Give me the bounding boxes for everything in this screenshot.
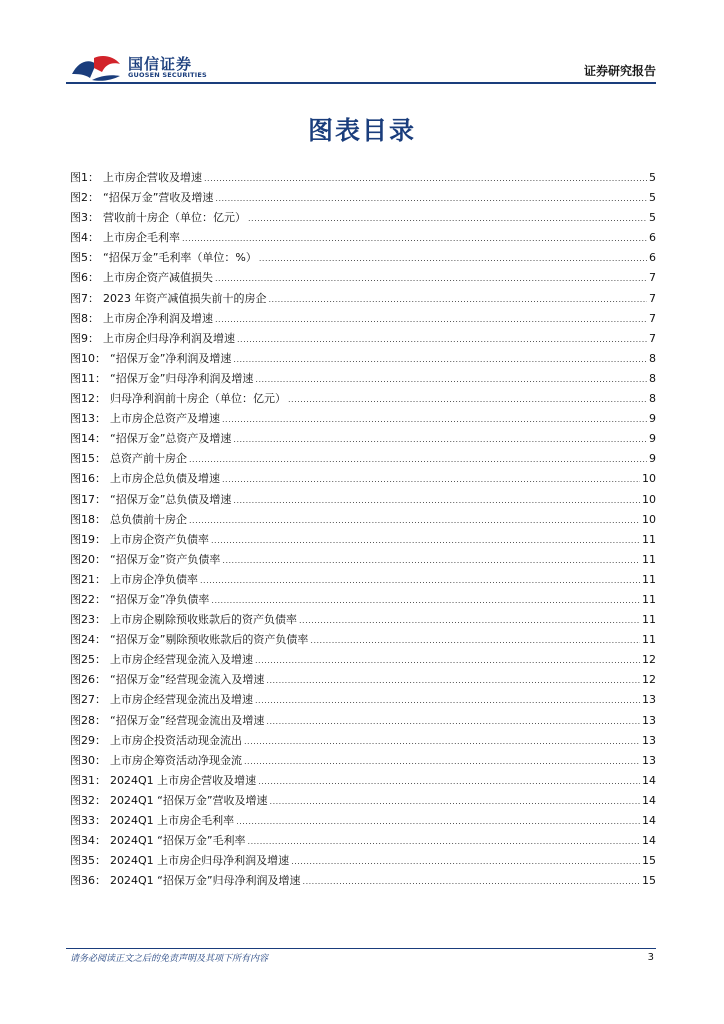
toc-entry-separator: ： bbox=[95, 472, 106, 486]
toc-entry-page: 9 bbox=[649, 432, 656, 446]
toc-dot-leader bbox=[211, 531, 640, 551]
toc-entry-separator: ： bbox=[95, 452, 106, 466]
toc-dot-leader bbox=[288, 390, 647, 410]
toc-entry-separator: ： bbox=[88, 191, 99, 205]
toc-entry-title: 上市房企营收及增速 bbox=[103, 171, 202, 184]
toc-entry-page: 7 bbox=[649, 291, 656, 305]
toc-entry-label: 图14 bbox=[70, 432, 95, 446]
toc-dot-leader bbox=[248, 832, 640, 852]
toc-entry-title: 2024Q1 上市房企归母净利润及增速 bbox=[110, 854, 290, 868]
toc-entry-label: 图32 bbox=[70, 793, 95, 807]
toc-entry-label: 图26 bbox=[70, 673, 95, 687]
toc-entry-title: “招保万金”归母净利润及增速 bbox=[110, 371, 254, 385]
toc-entry[interactable] bbox=[70, 831, 656, 851]
toc-entry-separator: ： bbox=[95, 693, 106, 707]
toc-entry-separator: ： bbox=[95, 814, 106, 827]
toc-entry-separator: ： bbox=[95, 834, 106, 848]
toc-entry-page: 7 bbox=[649, 271, 656, 285]
toc-entry-title: 上市房企经营现金流出及增速 bbox=[110, 693, 253, 707]
toc-entry[interactable] bbox=[70, 690, 656, 710]
toc-entry-page: 8 bbox=[649, 371, 656, 385]
toc-entry[interactable] bbox=[70, 751, 656, 771]
toc-entry[interactable] bbox=[70, 650, 656, 670]
toc-entry-separator: ： bbox=[95, 653, 106, 667]
toc-entry[interactable] bbox=[70, 289, 656, 309]
toc-entry-separator: ： bbox=[95, 392, 106, 406]
toc-dot-leader bbox=[204, 169, 647, 189]
logo-english-name: GUOSEN SECURITIES bbox=[128, 71, 207, 79]
toc-entry-page: 11 bbox=[642, 592, 656, 606]
guosen-logo-icon bbox=[70, 54, 122, 82]
toc-entry-page: 8 bbox=[649, 351, 656, 365]
toc-entry-label: 图33 bbox=[70, 814, 95, 827]
toc-entry-page: 11 bbox=[642, 613, 656, 627]
toc-dot-leader bbox=[233, 491, 640, 511]
toc-entry[interactable] bbox=[70, 268, 656, 288]
toc-entry-page: 6 bbox=[649, 251, 656, 265]
toc-entry-label: 图7 bbox=[70, 291, 88, 305]
toc-entry[interactable] bbox=[70, 530, 656, 550]
toc-entry-title: “招保万金”毛利率（单位：%） bbox=[103, 251, 257, 265]
toc-entry-label: 图16 bbox=[70, 472, 95, 486]
toc-entry-separator: ： bbox=[88, 311, 99, 325]
toc-entry-title: “招保万金”净利润及增速 bbox=[110, 351, 232, 365]
toc-entry-page: 13 bbox=[642, 693, 656, 707]
page-header bbox=[70, 52, 656, 84]
toc-entry[interactable] bbox=[70, 329, 656, 349]
toc-dot-leader bbox=[259, 249, 647, 269]
toc-entry-title: “招保万金”净负债率 bbox=[110, 592, 210, 606]
toc-entry-label: 图22 bbox=[70, 592, 95, 606]
toc-entry[interactable] bbox=[70, 871, 656, 891]
toc-entry-separator: ： bbox=[88, 171, 99, 184]
toc-entry-title: 上市房企筹资活动净现金流 bbox=[110, 753, 242, 767]
toc-entry-title: 2024Q1 上市房企毛利率 bbox=[110, 814, 235, 827]
toc-entry-title: 归母净利润前十房企（单位：亿元） bbox=[110, 392, 286, 406]
toc-entry[interactable] bbox=[70, 309, 656, 329]
toc-entry-page: 12 bbox=[642, 653, 656, 667]
toc-entry-label: 图1 bbox=[70, 171, 88, 184]
toc-dot-leader bbox=[211, 591, 640, 611]
toc-entry-separator: ： bbox=[95, 753, 106, 767]
toc-entry[interactable] bbox=[70, 369, 656, 389]
toc-entry-title: 上市房企投资活动现金流出 bbox=[110, 733, 242, 747]
toc-entry-page: 11 bbox=[642, 633, 656, 647]
toc-dot-leader bbox=[233, 430, 647, 450]
toc-entry-page: 13 bbox=[642, 753, 656, 767]
toc-entry-page: 15 bbox=[642, 854, 656, 868]
toc-entry-title: 上市房企总资产及增速 bbox=[110, 412, 220, 426]
toc-entry-separator: ： bbox=[88, 251, 99, 265]
toc-entry-page: 7 bbox=[649, 331, 656, 345]
toc-entry-title: “招保万金”资产负债率 bbox=[110, 552, 221, 566]
toc-entry-page: 5 bbox=[649, 171, 656, 184]
toc-entry-title: “招保万金”总资产及增速 bbox=[110, 432, 232, 446]
toc-dot-leader bbox=[222, 470, 640, 490]
toc-entry-label: 图30 bbox=[70, 753, 95, 767]
toc-entry-title: 总负债前十房企 bbox=[110, 512, 187, 526]
toc-entry-title: 上市房企资产负债率 bbox=[110, 532, 209, 546]
toc-entry[interactable] bbox=[70, 429, 656, 449]
toc-entry-label: 图6 bbox=[70, 271, 88, 285]
toc-entry[interactable] bbox=[70, 550, 656, 570]
toc-dot-leader bbox=[310, 631, 640, 651]
toc-dot-leader bbox=[222, 551, 640, 571]
toc-dot-leader bbox=[215, 310, 647, 330]
toc-entry[interactable] bbox=[70, 389, 656, 409]
toc-entry-separator: ： bbox=[95, 874, 106, 888]
toc-entry-label: 图11 bbox=[70, 371, 95, 385]
toc-entry[interactable] bbox=[70, 248, 656, 268]
toc-entry-separator: ： bbox=[88, 271, 99, 285]
toc-entry[interactable] bbox=[70, 188, 656, 208]
toc-entry-label: 图29 bbox=[70, 733, 95, 747]
toc-entry-title: “招保万金”经营现金流出及增速 bbox=[110, 713, 265, 727]
toc-entry-label: 图15 bbox=[70, 452, 95, 466]
toc-dot-leader bbox=[258, 772, 640, 792]
toc-entry-page: 10 bbox=[642, 512, 656, 526]
disclaimer-text: 请务必阅读正文之后的免责声明及其项下所有内容 bbox=[70, 954, 269, 964]
footer-divider bbox=[66, 948, 656, 949]
toc-dot-leader bbox=[215, 269, 647, 289]
toc-dot-leader bbox=[255, 691, 640, 711]
toc-entry-title: 2024Q1 “招保万金”毛利率 bbox=[110, 834, 246, 848]
toc-entry-page: 11 bbox=[642, 532, 656, 546]
toc-dot-leader bbox=[222, 410, 647, 430]
toc-entry-title: 2023 年资产减值损失前十的房企 bbox=[103, 291, 267, 305]
toc-entry-title: 上市房企经营现金流入及增速 bbox=[110, 653, 253, 667]
toc-entry-separator: ： bbox=[95, 512, 106, 526]
toc-entry-separator: ： bbox=[88, 231, 99, 245]
toc-dot-leader bbox=[189, 511, 640, 531]
toc-entry-separator: ： bbox=[95, 351, 106, 365]
toc-entry-label: 图8 bbox=[70, 311, 88, 325]
toc-entry-page: 14 bbox=[642, 773, 656, 787]
toc-entry-label: 图21 bbox=[70, 572, 95, 586]
toc-dot-leader bbox=[299, 611, 640, 631]
toc-dot-leader bbox=[266, 671, 640, 691]
toc-entry-separator: ： bbox=[95, 854, 106, 868]
toc-entry-page: 14 bbox=[642, 834, 656, 848]
toc-entry[interactable] bbox=[70, 851, 656, 871]
toc-entry-label: 图31 bbox=[70, 773, 95, 787]
toc-entry-title: 总资产前十房企 bbox=[110, 452, 187, 466]
toc-entry-page: 14 bbox=[642, 793, 656, 807]
toc-entry-separator: ： bbox=[95, 592, 106, 606]
toc-entry-title: 2024Q1 上市房企营收及增速 bbox=[110, 773, 257, 787]
page-title: 图表目录 bbox=[307, 116, 416, 145]
toc-entry-title: 2024Q1 “招保万金”营收及增速 bbox=[110, 793, 268, 807]
toc-entry-title: 上市房企净负债率 bbox=[110, 572, 198, 586]
toc-dot-leader bbox=[270, 792, 640, 812]
toc-entry-separator: ： bbox=[95, 572, 106, 586]
toc-dot-leader bbox=[244, 732, 640, 752]
toc-dot-leader bbox=[200, 571, 640, 591]
toc-entry-label: 图23 bbox=[70, 613, 95, 627]
toc-entry-title: 营收前十房企（单位：亿元） bbox=[103, 211, 246, 225]
toc-entry-page: 6 bbox=[649, 231, 656, 245]
toc-entry-page: 5 bbox=[649, 191, 656, 205]
figure-table-of-contents bbox=[70, 168, 656, 891]
toc-entry-label: 图9 bbox=[70, 331, 88, 345]
toc-dot-leader bbox=[189, 450, 647, 470]
toc-entry[interactable] bbox=[70, 228, 656, 248]
toc-dot-leader bbox=[215, 189, 647, 209]
toc-entry-title: 上市房企剔除预收账款后的资产负债率 bbox=[110, 613, 297, 627]
toc-entry-page: 14 bbox=[642, 814, 656, 827]
toc-entry-page: 7 bbox=[649, 311, 656, 325]
toc-entry[interactable] bbox=[70, 349, 656, 369]
guosen-logo bbox=[70, 52, 210, 82]
toc-entry-page: 13 bbox=[642, 713, 656, 727]
toc-entry-page: 11 bbox=[642, 552, 656, 566]
toc-entry-title: 2024Q1 “招保万金”归母净利润及增速 bbox=[110, 874, 301, 888]
toc-entry-separator: ： bbox=[95, 371, 106, 385]
toc-entry-page: 9 bbox=[649, 412, 656, 426]
toc-entry-label: 图18 bbox=[70, 512, 95, 526]
toc-entry[interactable] bbox=[70, 168, 656, 188]
toc-entry[interactable] bbox=[70, 208, 656, 228]
toc-entry[interactable] bbox=[70, 731, 656, 751]
toc-entry[interactable] bbox=[70, 490, 656, 510]
toc-entry[interactable] bbox=[70, 670, 656, 690]
toc-dot-leader bbox=[248, 209, 647, 229]
toc-entry[interactable] bbox=[70, 610, 656, 630]
toc-entry-separator: ： bbox=[95, 613, 106, 627]
toc-entry[interactable] bbox=[70, 811, 656, 831]
toc-entry-title: “招保万金”经营现金流入及增速 bbox=[110, 673, 265, 687]
toc-entry-label: 图28 bbox=[70, 713, 95, 727]
toc-dot-leader bbox=[233, 350, 647, 370]
toc-entry-title: 上市房企资产减值损失 bbox=[103, 271, 213, 285]
logo-chinese-name: 国信证券 bbox=[128, 55, 193, 73]
toc-entry-page: 5 bbox=[649, 211, 656, 225]
toc-entry-separator: ： bbox=[88, 211, 99, 225]
toc-entry[interactable] bbox=[70, 791, 656, 811]
toc-entry[interactable] bbox=[70, 711, 656, 731]
toc-entry-separator: ： bbox=[95, 773, 106, 787]
toc-entry-label: 图12 bbox=[70, 392, 95, 406]
toc-entry-title: 上市房企净利润及增速 bbox=[103, 311, 213, 325]
toc-entry[interactable] bbox=[70, 630, 656, 650]
toc-entry[interactable] bbox=[70, 590, 656, 610]
toc-entry-label: 图34 bbox=[70, 834, 95, 848]
toc-dot-leader bbox=[236, 812, 640, 832]
toc-entry[interactable] bbox=[70, 570, 656, 590]
toc-dot-leader bbox=[237, 330, 647, 350]
toc-entry-label: 图24 bbox=[70, 633, 95, 647]
toc-entry-label: 图25 bbox=[70, 653, 95, 667]
toc-entry-page: 10 bbox=[642, 492, 656, 506]
toc-entry[interactable] bbox=[70, 510, 656, 530]
toc-entry-page: 15 bbox=[642, 874, 656, 888]
toc-dot-leader bbox=[255, 370, 647, 390]
toc-entry-title: 上市房企归母净利润及增速 bbox=[103, 331, 235, 345]
toc-dot-leader bbox=[269, 290, 648, 310]
toc-entry-separator: ： bbox=[95, 532, 106, 546]
toc-entry-separator: ： bbox=[88, 331, 99, 345]
toc-entry-separator: ： bbox=[88, 291, 99, 305]
toc-entry-label: 图20 bbox=[70, 552, 95, 566]
toc-entry-page: 11 bbox=[642, 572, 656, 586]
toc-dot-leader bbox=[244, 752, 640, 772]
toc-entry-title: “招保万金”总负债及增速 bbox=[110, 492, 232, 506]
toc-entry[interactable] bbox=[70, 771, 656, 791]
toc-entry-separator: ： bbox=[95, 713, 106, 727]
toc-entry-label: 图36 bbox=[70, 874, 95, 888]
toc-entry-label: 图27 bbox=[70, 693, 95, 707]
toc-entry-label: 图2 bbox=[70, 191, 88, 205]
toc-dot-leader bbox=[266, 712, 640, 732]
toc-entry-page: 10 bbox=[642, 472, 656, 486]
toc-entry-separator: ： bbox=[95, 492, 106, 506]
toc-entry-separator: ： bbox=[95, 412, 106, 426]
toc-entry-separator: ： bbox=[95, 793, 106, 807]
toc-entry-separator: ： bbox=[95, 633, 106, 647]
toc-entry-separator: ： bbox=[95, 432, 106, 446]
toc-dot-leader bbox=[182, 229, 647, 249]
toc-entry[interactable] bbox=[70, 449, 656, 469]
toc-entry-separator: ： bbox=[95, 552, 106, 566]
toc-entry[interactable] bbox=[70, 409, 656, 429]
toc-entry-label: 图3 bbox=[70, 211, 88, 225]
toc-entry-label: 图13 bbox=[70, 412, 95, 426]
toc-entry-page: 8 bbox=[649, 392, 656, 406]
toc-entry-title: “招保万金”营收及增速 bbox=[103, 191, 214, 205]
toc-entry-title: “招保万金”剔除预收账款后的资产负债率 bbox=[110, 633, 309, 647]
toc-entry-label: 图5 bbox=[70, 251, 88, 265]
toc-entry-page: 13 bbox=[642, 733, 656, 747]
toc-entry-separator: ： bbox=[95, 733, 106, 747]
header-divider bbox=[66, 82, 656, 84]
toc-entry-page: 12 bbox=[642, 673, 656, 687]
toc-entry-title: 上市房企总负债及增速 bbox=[110, 472, 220, 486]
report-type-label: 证券研究报告 bbox=[583, 64, 656, 78]
toc-dot-leader bbox=[291, 852, 640, 872]
toc-entry-label: 图10 bbox=[70, 351, 95, 365]
toc-entry-label: 图19 bbox=[70, 532, 95, 546]
page-number: 3 bbox=[647, 952, 654, 963]
toc-entry-label: 图17 bbox=[70, 492, 95, 506]
toc-entry-title: 上市房企毛利率 bbox=[103, 231, 180, 245]
toc-entry[interactable] bbox=[70, 469, 656, 489]
toc-entry-page: 9 bbox=[649, 452, 656, 466]
toc-entry-label: 图35 bbox=[70, 854, 95, 868]
toc-entry-separator: ： bbox=[95, 673, 106, 687]
toc-dot-leader bbox=[255, 651, 640, 671]
toc-dot-leader bbox=[303, 872, 640, 892]
toc-entry-label: 图4 bbox=[70, 231, 88, 245]
